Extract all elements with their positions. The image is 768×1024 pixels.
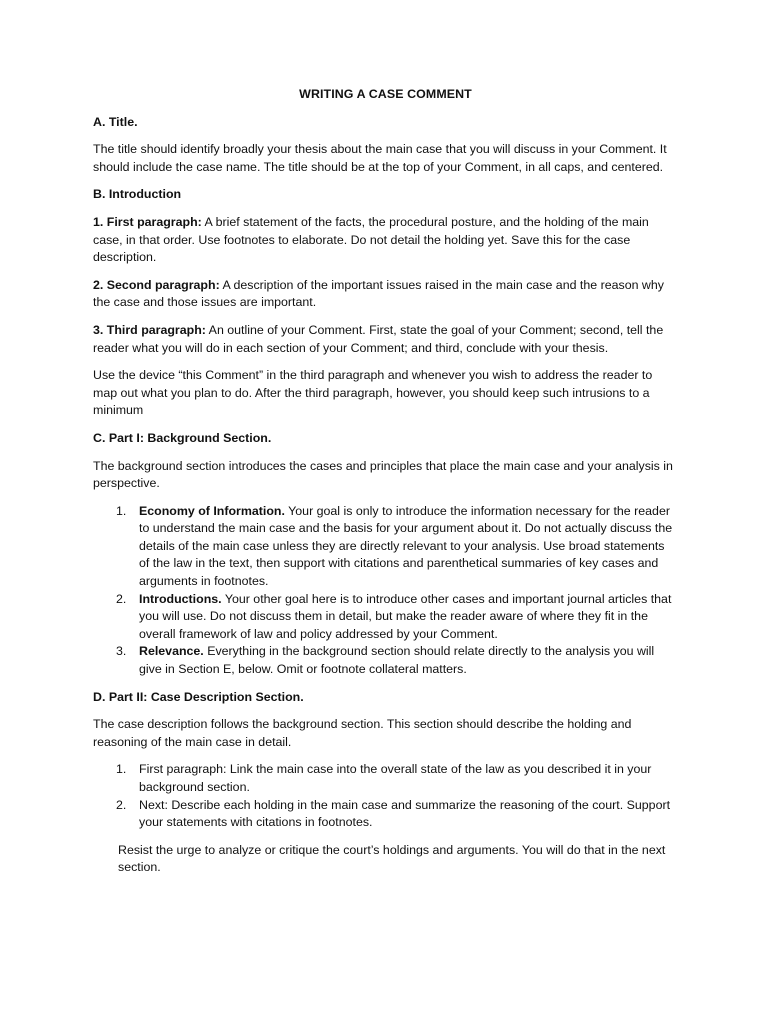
document-body — [93, 86, 678, 887]
intro-paragraph-2-text: A description of the important issues raised in the main case and the reason why the case and those issues are important. — [93, 277, 664, 310]
list-item — [93, 797, 678, 832]
list-item-text: Next: Describe each holding in the main case and summarize the reasoning of the court. Support your statements with citations in footnotes. — [139, 797, 671, 830]
list-item — [93, 503, 678, 591]
intro-paragraph-2 — [93, 277, 678, 312]
list-number: 1. — [116, 503, 127, 518]
section-d-heading: D. Part II: Case Description Section. — [93, 689, 304, 704]
list-number: 3. — [116, 644, 127, 659]
intro-paragraph-4: Use the device “this Comment” in the third paragraph and whenever you wish to address the reader to map out what you plan to do. After the third paragraph, however, you should keep such intrusions to a minimum — [93, 368, 653, 418]
list-item-text: Your goal is only to introduce the information necessary for the reader to understand the main case and the basis for your argument about it. Do not actually discuss the details of the main case unless they are directly relevant to your analysis. Use broad statements of the law in the text, then support with citations and parenthetical summaries of key cases and arguments in footnotes. — [139, 503, 673, 589]
list-item — [93, 643, 678, 678]
intro-paragraph-3-label: 3. Third paragraph: — [93, 322, 206, 337]
document-title: WRITING A CASE COMMENT — [299, 87, 472, 101]
list-number: 2. — [116, 591, 127, 606]
list-item-label: Economy of Information. — [139, 503, 285, 518]
list-item-label: Introductions. — [139, 591, 222, 606]
intro-paragraph-3 — [93, 322, 678, 357]
section-d-closing: Resist the urge to analyze or critique the court’s holdings and arguments. You will do that in the next section. — [118, 842, 666, 875]
background-list — [93, 503, 678, 679]
section-a-body: The title should identify broadly your thesis about the main case that you will discuss in your Comment. It should include the case name. The title should be at the top of your Comment, in all caps, and centered. — [93, 142, 667, 174]
intro-paragraph-3-text: An outline of your Comment. First, state the goal of your Comment; second, tell the reader what you will do in each section of your Comment; and third, conclude with your thesis. — [93, 322, 664, 355]
list-number: 1. — [116, 762, 127, 777]
section-b-heading: B. Introduction — [93, 187, 182, 202]
list-item — [93, 761, 678, 796]
intro-paragraph-1-text: A brief statement of the facts, the procedural posture, and the holding of the main case, in that order. Use footnotes to elaborate. Do not detail the holding yet. Save this for the case description. — [93, 214, 649, 265]
section-c-intro: The background section introduces the cases and principles that place the main case and your analysis in perspective. — [93, 458, 673, 491]
intro-paragraph-1 — [93, 214, 678, 267]
list-item-text: First paragraph: Link the main case into the overall state of the law as you described it in your background section. — [139, 762, 652, 794]
list-item-text: Everything in the background section should relate directly to the analysis you will give in Section E, below. Omit or footnote collateral matters. — [139, 644, 655, 677]
intro-paragraph-1-label: 1. First paragraph: — [93, 214, 202, 229]
section-a-heading: A. Title. — [93, 114, 138, 129]
list-item-label: Relevance. — [139, 644, 204, 659]
case-description-list — [93, 761, 678, 831]
section-c-heading: C. Part I: Background Section. — [93, 430, 272, 445]
list-item — [93, 591, 678, 644]
list-item-text: Your other goal here is to introduce other cases and important journal articles that you will use. Do not discuss them in detail, but make the reader aware of where they fit in the overall framework of law and policy addressed by your Comment. — [139, 591, 672, 641]
section-d-intro: The case description follows the background section. This section should describe the holding and reasoning of the main case in detail. — [93, 717, 632, 749]
list-number: 2. — [116, 797, 127, 812]
intro-paragraph-2-label: 2. Second paragraph: — [93, 277, 220, 292]
